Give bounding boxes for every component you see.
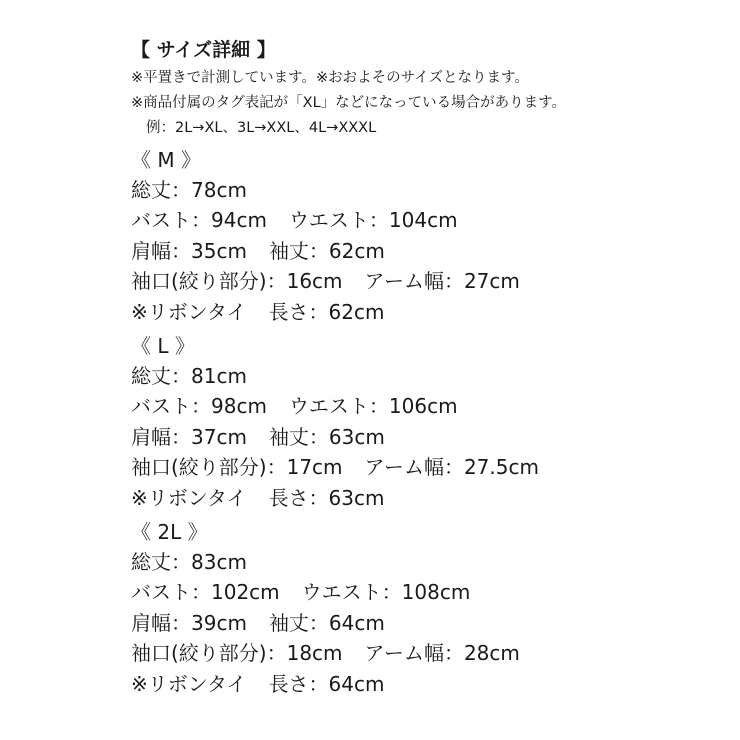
size-details-document <box>131 36 721 699</box>
size-heading: 《 2L 》 <box>131 520 208 545</box>
spec-row-shoulder-sleeve <box>131 608 721 638</box>
note-example: 例：2L→XL、3L→XXL、4L→XXXL <box>146 120 377 136</box>
spec-ribbon-length: 長さ：62cm <box>268 299 385 324</box>
spec-sleeve: 袖丈：63cm <box>268 424 385 449</box>
spec-row-bust-waist <box>131 391 721 421</box>
spec-ribbon-label: ※リボンタイ <box>131 671 247 696</box>
spec-length: 総丈：83cm <box>131 550 247 575</box>
spec-bust: バスト：98cm <box>131 394 267 419</box>
spec-bust: バスト：94cm <box>131 208 267 233</box>
spec-ribbon-length: 長さ：63cm <box>268 485 385 510</box>
spec-row-ribbon <box>131 669 721 699</box>
spec-shoulder: 肩幅：39cm <box>131 610 247 635</box>
spec-shoulder: 肩幅：37cm <box>131 424 247 449</box>
spec-row-ribbon <box>131 483 721 513</box>
size-section-l <box>131 331 721 513</box>
spec-row-cuff-arm <box>131 266 721 296</box>
spec-row-cuff-arm <box>131 452 721 482</box>
size-heading: 《 L 》 <box>131 334 195 359</box>
spec-row-ribbon <box>131 297 721 327</box>
page-title: 【 サイズ詳細 】 <box>131 39 276 61</box>
spec-row-shoulder-sleeve <box>131 236 721 266</box>
spec-row-bust-waist <box>131 205 721 235</box>
spec-cuff: 袖口(絞り部分)：16cm <box>131 269 343 294</box>
spec-cuff: 袖口(絞り部分)：17cm <box>131 455 343 480</box>
spec-sleeve: 袖丈：64cm <box>268 610 385 635</box>
spec-waist: ウエスト：108cm <box>301 580 471 605</box>
spec-waist: ウエスト：104cm <box>288 208 458 233</box>
spec-ribbon-label: ※リボンタイ <box>131 299 247 324</box>
note-tag: ※商品付属のタグ表記が「XL」などになっている場合があります。 <box>131 95 566 111</box>
spec-waist: ウエスト：106cm <box>288 394 458 419</box>
spec-ribbon-length: 長さ：64cm <box>268 671 385 696</box>
spec-row-bust-waist <box>131 577 721 607</box>
spec-cuff: 袖口(絞り部分)：18cm <box>131 641 343 666</box>
spec-arm: アーム幅：27cm <box>364 269 520 294</box>
spec-row-shoulder-sleeve <box>131 422 721 452</box>
size-section-2l <box>131 517 721 699</box>
note-measurement: ※平置きで計測しています。※おおよそのサイズとなります。 <box>131 70 529 86</box>
spec-row-cuff-arm <box>131 638 721 668</box>
size-section-m <box>131 145 721 327</box>
spec-sleeve: 袖丈：62cm <box>268 238 385 263</box>
spec-shoulder: 肩幅：35cm <box>131 238 247 263</box>
spec-bust: バスト：102cm <box>131 580 280 605</box>
size-heading: 《 M 》 <box>131 148 201 172</box>
spec-arm: アーム幅：27.5cm <box>364 455 539 480</box>
spec-length: 総丈：81cm <box>131 364 247 389</box>
spec-arm: アーム幅：28cm <box>364 641 520 666</box>
spec-ribbon-label: ※リボンタイ <box>131 485 247 510</box>
spec-length: 総丈：78cm <box>131 178 247 202</box>
